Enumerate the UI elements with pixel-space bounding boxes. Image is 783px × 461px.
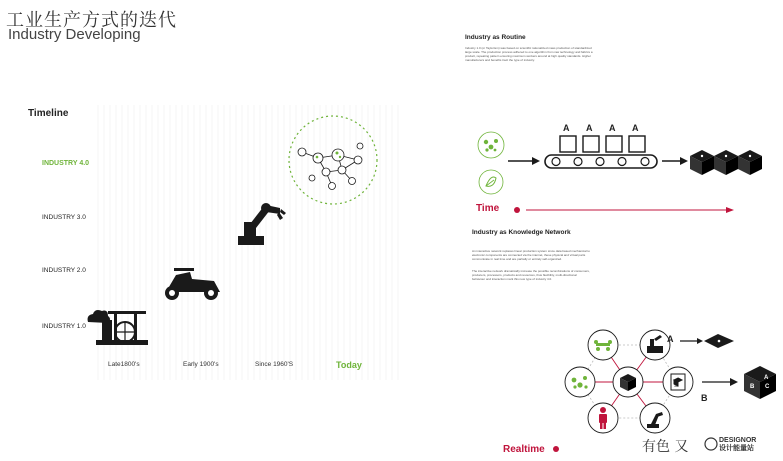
era-early-1900s: Early 1900's — [183, 361, 219, 368]
box-label-1: A — [563, 123, 570, 133]
conveyor-box — [583, 136, 599, 152]
resources-net-node — [565, 367, 595, 397]
era-since-1960s: Since 1960'S — [255, 361, 294, 368]
network-heading: Industry as Knowledge Network — [472, 229, 571, 236]
conveyor-belt — [545, 155, 657, 168]
printer-3d-badge: 3D — [674, 384, 679, 388]
page-title-cn: 工业生产方式的迭代 — [6, 10, 177, 31]
page-title-en: Industry Developing — [8, 26, 141, 43]
era-late-1800s: Late1800's — [108, 361, 140, 368]
conveyor-box — [560, 136, 576, 152]
cube-letter-a: A — [764, 375, 769, 381]
factory-node — [640, 330, 670, 360]
steam-engine-icon — [88, 310, 148, 345]
watermark-brand-line1: DESIGNOR — [719, 437, 757, 444]
watermark-logo-icon — [705, 438, 717, 450]
cube-letter-b: B — [750, 384, 755, 390]
routine-diagram — [478, 132, 762, 213]
timeline-heading: Timeline — [28, 108, 69, 119]
conveyor-box — [629, 136, 645, 152]
watermark-brand-line2: 设计能量站 — [719, 444, 754, 452]
output-label-b: B — [701, 393, 708, 403]
box-label-4: A — [632, 123, 639, 133]
network-diagram — [553, 330, 776, 452]
level-industry-2: INDUSTRY 2.0 — [42, 267, 86, 274]
network-paragraph-1: An interactive network replaces linear production system since data based mechanical to electronic components are connected via the internet, these physical and virtual parts communicate in real time and are partially or entirely self-organized. — [472, 249, 590, 261]
output-cubes — [690, 150, 762, 175]
level-industry-3: INDUSTRY 3.0 — [42, 214, 86, 221]
level-industry-4: INDUSTRY 4.0 — [42, 160, 90, 167]
routine-paragraph: Industry 1.0 (or Taylorism) was based on scientific rationalized mass production of standardized large scale. The production process adhered to one algorithm from raw technology and fabrics a product, repeating pattern ensuring maximum workers around at high quality standards. Higher manufacturers and benefits tract the type of industry. — [465, 46, 593, 62]
output-abc-cube — [744, 366, 776, 399]
time-label: Time — [476, 203, 500, 214]
cube-letter-c: C — [765, 384, 770, 390]
realtime-label: Realtime — [503, 444, 545, 455]
realtime-dot — [553, 446, 559, 452]
conveyor-box — [606, 136, 622, 152]
box-label-3: A — [609, 123, 616, 133]
time-start-dot — [514, 207, 520, 213]
watermark-text: 有色 又 — [642, 439, 689, 455]
routine-heading: Industry as Routine — [465, 34, 526, 41]
robot-arm-icon — [238, 203, 286, 245]
output-label-a: A — [667, 334, 674, 344]
box-label-2: A — [586, 123, 593, 133]
era-today: Today — [336, 360, 362, 370]
time-arrowhead — [726, 207, 734, 213]
level-industry-1: INDUSTRY 1.0 — [42, 323, 86, 330]
network-paragraph-2: The interactive network dramatically increase the possible recombinations of consumers, producers, processors, products and resources, thus flexibility, multi-directional behaviour and interaction mark this new type of industry 4.0. — [472, 269, 590, 281]
